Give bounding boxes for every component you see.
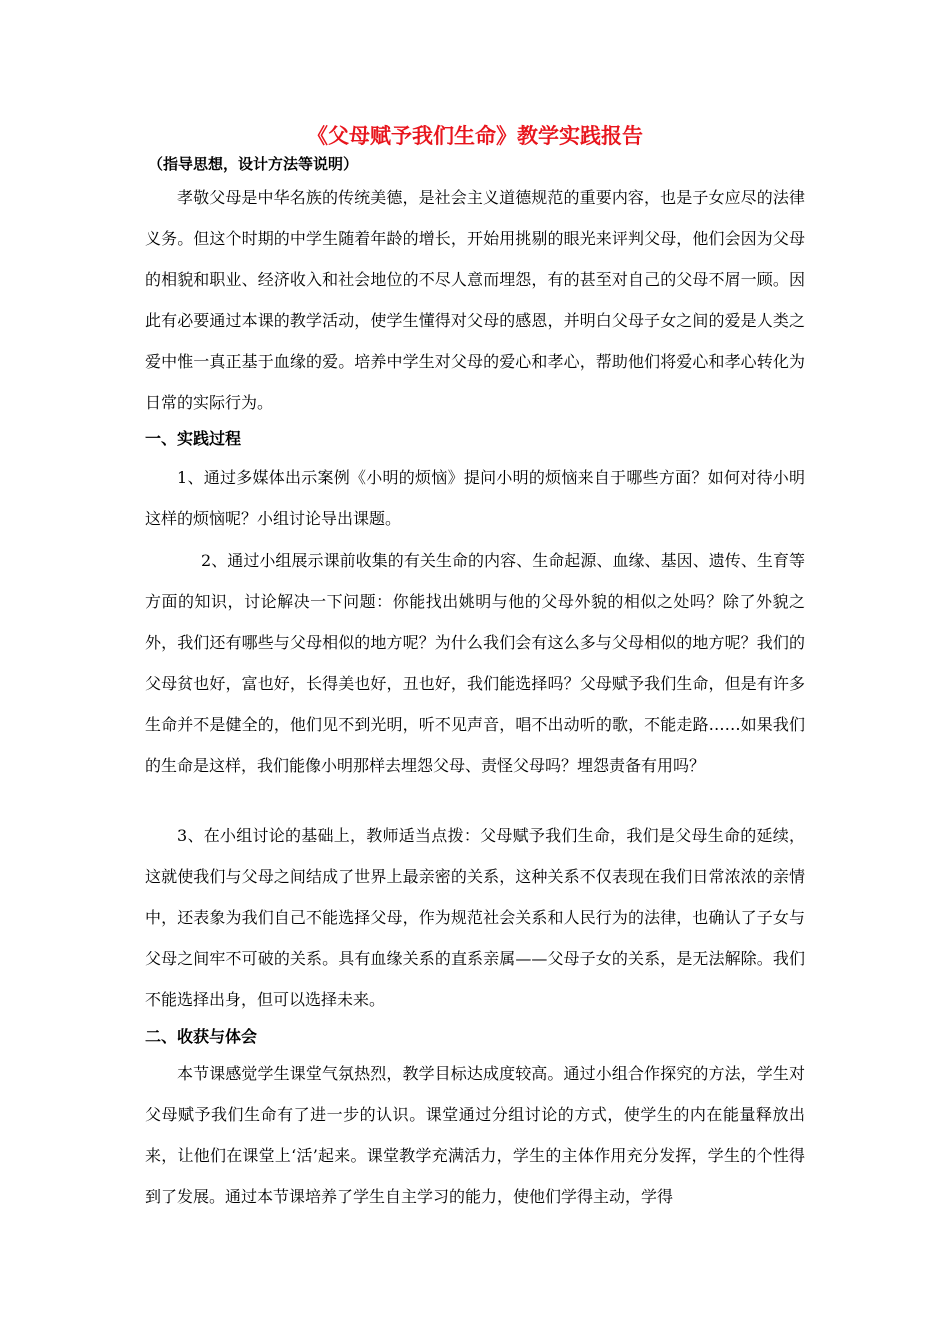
section-heading-practice: 一、实践过程 (145, 429, 242, 448)
section-heading-gains: 二、收获与体会 (145, 1027, 258, 1046)
document-title: 《父母赋予我们生命》教学实践报告 (307, 123, 643, 148)
gains-paragraph: 本节课感觉学生课堂气氛热烈，教学目标达成度较高。通过小组合作探究的方法，学生对父母赋予我们生命有了进一步的认识。课堂通过分组讨论的方式，使学生的内在能量释放出来，让他们在课堂上‘活’起来。课堂教学充满活力，学生的主体作用充分发挥，学生的个性得到了发展。通过本节课培养了学生自主学习的能力，使他们学得主动，学得 (145, 1064, 805, 1206)
document-subtitle: （指导思想，设计方法等说明） (148, 155, 359, 173)
intro-paragraph: 孝敬父母是中华名族的传统美德，是社会主义道德规范的重要内容，也是子女应尽的法律义务。但这个时期的中学生随着年龄的增长，开始用挑剔的眼光来评判父母，他们会因为父母的相貌和职业、经济收入和社会地位的不尽人意而埋怨，有的甚至对自己的父母不屑一顾。因此有必要通过本课的教学活动，使学生懂得对父母的感恩，并明白父母子女之间的爱是人类之爱中惟一真正基于血缘的爱。培养中学生对父母的爱心和孝心，帮助他们将爱心和孝心转化为日常的实际行为。 (145, 188, 805, 412)
practice-step-2: 2、通过小组展示课前收集的有关生命的内容、生命起源、血缘、基因、遗传、生育等方面的知识，讨论解决一下问题：你能找出姚明与他的父母外貌的相似之处吗？除了外貌之外，我们还有哪些与父母相似的地方呢？为什么我们会有这么多与父母相似的地方呢？我们的父母贫也好，富也好，长得美也好，丑也好，我们能选择吗？父母赋予我们生命，但是有许多生命并不是健全的，他们见不到光明，听不见声音，唱不出动听的歌，不能走路……如果我们的生命是这样，我们能像小明那样去埋怨父母、责怪父母吗？埋怨责备有用吗？ (145, 551, 805, 775)
practice-step-3: 3、在小组讨论的基础上，教师适当点拨：父母赋予我们生命，我们是父母生命的延续，这就使我们与父母之间结成了世界上最亲密的关系，这种关系不仅表现在我们日常浓浓的亲情中，还表象为我们自己不能选择父母，作为规范社会关系和人民行为的法律，也确认了子女与父母之间牢不可破的关系。具有血缘关系的直系亲属——父母子女的关系，是无法解除。我们不能选择出身，但可以选择未来。 (145, 826, 805, 1009)
practice-step-1: 1、通过多媒体出示案例《小明的烦恼》提问小明的烦恼来自于哪些方面？如何对待小明这样的烦恼呢？小组讨论导出课题。 (145, 468, 805, 528)
